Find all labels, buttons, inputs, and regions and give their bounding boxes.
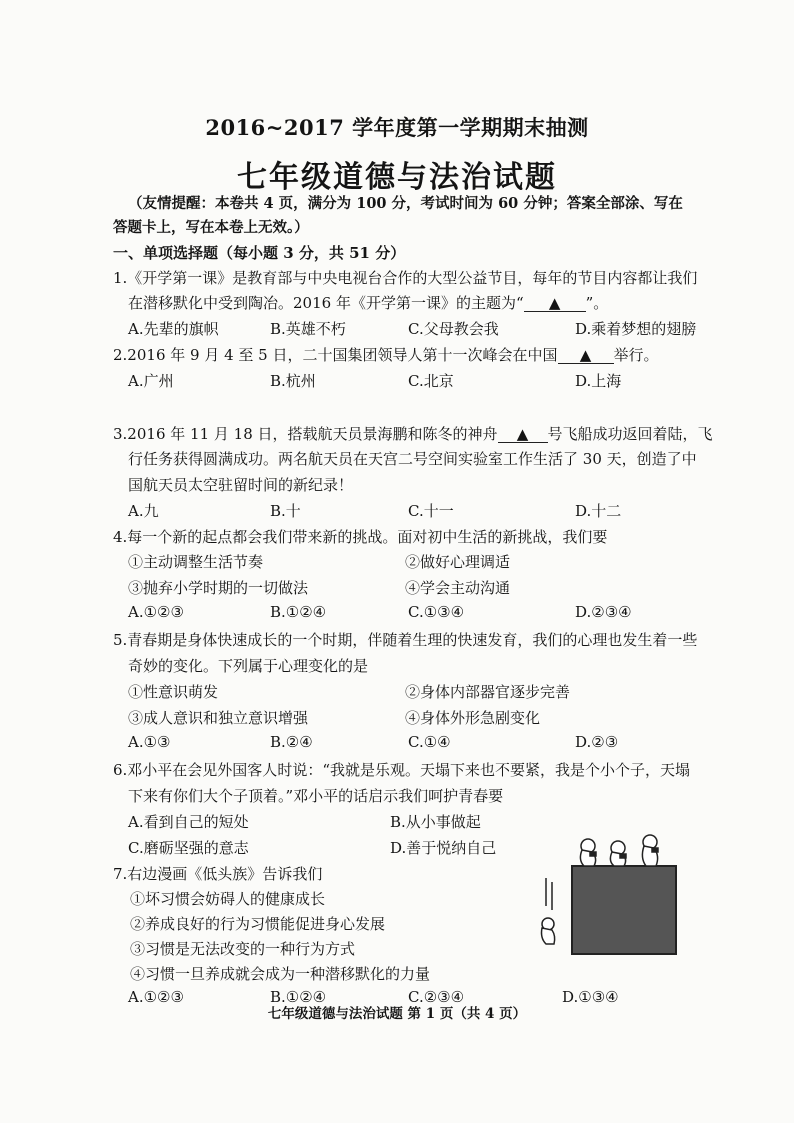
- question-5-item-2: ②身体内部器官逐步完善: [405, 683, 571, 701]
- answer-blank: [498, 427, 548, 443]
- question-5-option-d: D.②③: [575, 733, 619, 751]
- falling-figure: [542, 878, 555, 944]
- question-3-option-b: B.十: [270, 502, 301, 520]
- question-5-line-1: 5.青春期是身体快速成长的一个时期，伴随着生理的快速发育，我们的心理也发生着一些: [113, 631, 698, 649]
- question-3-option-c: C.十一: [408, 502, 454, 520]
- question-4-stem: 4.每一个新的起点都会我们带来新的挑战。面对初中生活的新挑战，我们要: [113, 528, 608, 546]
- answer-blank: [558, 348, 614, 364]
- question-1-option-b: B.英雄不朽: [270, 320, 346, 338]
- triangle-icon: ▲: [579, 346, 592, 364]
- question-5-option-c: C.①④: [408, 733, 451, 751]
- question-6-option-c: C.磨砺坚强的意志: [128, 839, 249, 857]
- question-2-option-a: A.广州: [128, 372, 174, 390]
- figure-3: [642, 835, 658, 866]
- question-3-option-d: D.十二: [575, 502, 622, 520]
- question-6-line-1: 6.邓小平在会见外国客人时说：“我就是乐观。天塌下来也不要紧，我是个小个子，天塌: [113, 761, 690, 779]
- question-2-option-b: B.杭州: [270, 372, 316, 390]
- question-1-line-1: 1.《开学第一课》是教育部与中央电视台合作的大型公益节目，每年的节目内容都让我们: [113, 269, 698, 287]
- question-7-stem: 7.右边漫画《低头族》告诉我们: [113, 865, 323, 883]
- question-2-option-d: D.上海: [575, 372, 622, 390]
- answer-blank: [524, 296, 586, 312]
- question-3-line-3: 国航天员太空驻留时间的新纪录！: [128, 476, 354, 494]
- question-1-option-a: A.先辈的旗帜: [128, 320, 219, 338]
- question-7-option-d: D.①③④: [562, 988, 619, 1006]
- question-4-option-b: B.①②④: [270, 603, 327, 621]
- exam-subject-title: 七年级道德与法治试题: [237, 160, 557, 195]
- question-6-option-b: B.从小事做起: [390, 813, 481, 831]
- question-4-item-1: ①主动调整生活节奏: [128, 553, 264, 571]
- figure-1: [580, 839, 596, 866]
- question-5-line-2: 奇妙的变化。下列属于心理变化的是: [128, 657, 369, 675]
- question-7-item-4: ④习惯一旦养成就会成为一种潜移默化的力量: [130, 965, 431, 983]
- question-1-option-d: D.乘着梦想的翅膀: [575, 320, 697, 338]
- question-4-option-d: D.②③④: [575, 603, 632, 621]
- question-4-option-a: A.①②③: [128, 603, 184, 621]
- question-3-line-1: 3.2016 年 11 月 18 日，搭载航天员景海鹏和陈冬的神舟 ▲ 号飞船成功返回着陆，飞: [113, 425, 713, 443]
- question-5-item-3: ③成人意识和独立意识增强: [128, 709, 309, 727]
- question-7-option-a: A.①②③: [128, 988, 184, 1006]
- question-7-option-b: B.①②④: [270, 988, 327, 1006]
- triangle-icon: ▲: [516, 425, 529, 443]
- question-5-option-b: B.②④: [270, 733, 313, 751]
- section-heading: 一、单项选择题（每小题 3 分，共 51 分）: [113, 244, 406, 262]
- question-5-option-a: A.①③: [128, 733, 171, 751]
- question-3-option-a: A.九: [128, 502, 159, 520]
- triangle-icon: ▲: [548, 294, 561, 312]
- question-7-option-c: C.②③④: [408, 988, 465, 1006]
- figure-2: [610, 841, 626, 866]
- cartoon-image: [528, 826, 678, 956]
- question-7-item-3: ③习惯是无法改变的一种行为方式: [130, 940, 356, 958]
- question-4-item-2: ②做好心理调适: [405, 553, 511, 571]
- question-6-line-2: 下来有你们大个子顶着。”邓小平的话启示我们呵护青春要: [128, 787, 504, 805]
- question-6-option-a: A.看到自己的短处: [128, 813, 249, 831]
- exam-period-title: 2016~2017 学年度第一学期期末抽测: [205, 115, 589, 140]
- question-7-item-1: ①坏习惯会妨碍人的健康成长: [130, 890, 326, 908]
- question-4-item-4: ④学会主动沟通: [405, 579, 511, 597]
- question-5-item-1: ①性意识萌发: [128, 683, 219, 701]
- question-4-item-3: ③抛弃小学时期的一切做法: [128, 579, 309, 597]
- question-1-line-2: 在潜移默化中受到陶冶。2016 年《开学第一课》的主题为“ ▲ ”。: [128, 294, 609, 312]
- question-6-option-d: D.善于悦纳自己: [390, 839, 497, 857]
- question-7-item-2: ②养成良好的行为习惯能促进身心发展: [130, 915, 386, 933]
- question-4-option-c: C.①③④: [408, 603, 465, 621]
- notice-line-1: （友情提醒：本卷共 4 页，满分为 100 分，考试时间为 60 分钟；答案全部涂、写在: [128, 195, 683, 212]
- question-3-line-2: 行任务获得圆满成功。两名航天员在天宫二号空间实验室工作生活了 30 天，创造了中: [128, 450, 697, 468]
- question-5-item-4: ④身体外形急剧变化: [405, 709, 541, 727]
- question-2-line-1: 2.2016 年 9 月 4 至 5 日，二十国集团领导人第十一次峰会在中国 ▲ 举行。: [113, 346, 659, 364]
- notice-line-2: 答题卡上，写在本卷上无效。）: [113, 219, 309, 236]
- question-2-option-c: C.北京: [408, 372, 454, 390]
- page-footer: 七年级道德与法治试题 第 1 页（共 4 页）: [267, 1006, 527, 1022]
- question-1-option-c: C.父母教会我: [408, 320, 499, 338]
